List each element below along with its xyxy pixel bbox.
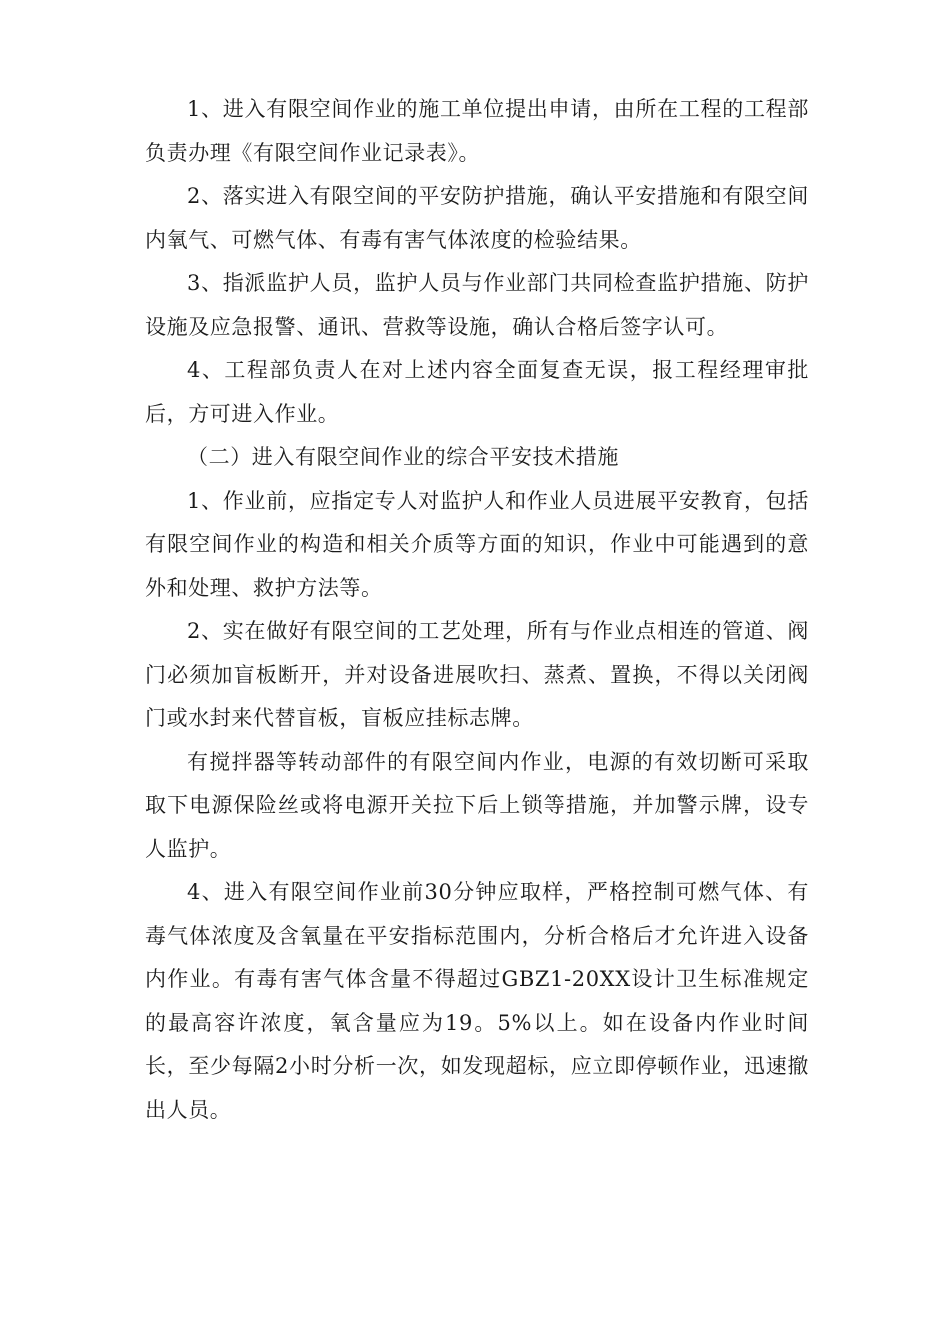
paragraph-supervisors: 3、指派监护人员，监护人员与作业部门共同检查监护措施、防护设施及应急报警、通讯、营救等设施，确认合格后签字认可。 (145, 271, 809, 339)
paragraph-power-isolation: 有搅拌器等转动部件的有限空间内作业，电源的有效切断可采取取下电源保险丝或将电源开关拉下后上锁等措施，并加警示牌，设专人监护。 (145, 749, 809, 861)
document-body (145, 88, 809, 1132)
paragraph-approval: 4、工程部负责人在对上述内容全面复查无误，报工程经理审批后，方可进入作业。 (145, 358, 809, 426)
section-heading-safety-measures: （二）进入有限空间作业的综合平安技术措施 (187, 445, 619, 469)
paragraph-gas-sampling: 4、进入有限空间作业前30分钟应取样，严格控制可燃气体、有毒气体浓度及含氧量在平安指标范围内，分析合格后才允许进入设备内作业。有毒有害气体含量不得超过GBZ1-20XX设计卫生标准规定的最高容许浓度，氧含量应为19。5%以上。如在设备内作业时间长，至少每隔2小时分析一次，如发现超标，应立即停顿作业，迅速撤出人员。 (145, 880, 809, 1122)
paragraph-protective-measures: 2、落实进入有限空间的平安防护措施，确认平安措施和有限空间内氧气、可燃气体、有毒有害气体浓度的检验结果。 (145, 184, 809, 252)
paragraph-safety-education: 1、作业前，应指定专人对监护人和作业人员进展平安教育，包括有限空间作业的构造和相关介质等方面的知识，作业中可能遇到的意外和处理、救护方法等。 (145, 488, 809, 600)
paragraph-application: 1、进入有限空间作业的施工单位提出申请，由所在工程的工程部负责办理《有限空间作业记录表》。 (145, 97, 809, 165)
paragraph-process-treatment: 2、实在做好有限空间的工艺处理，所有与作业点相连的管道、阀门必须加盲板断开，并对设备进展吹扫、蒸煮、置换，不得以关闭阀门或水封来代替盲板，盲板应挂标志牌。 (145, 619, 809, 730)
